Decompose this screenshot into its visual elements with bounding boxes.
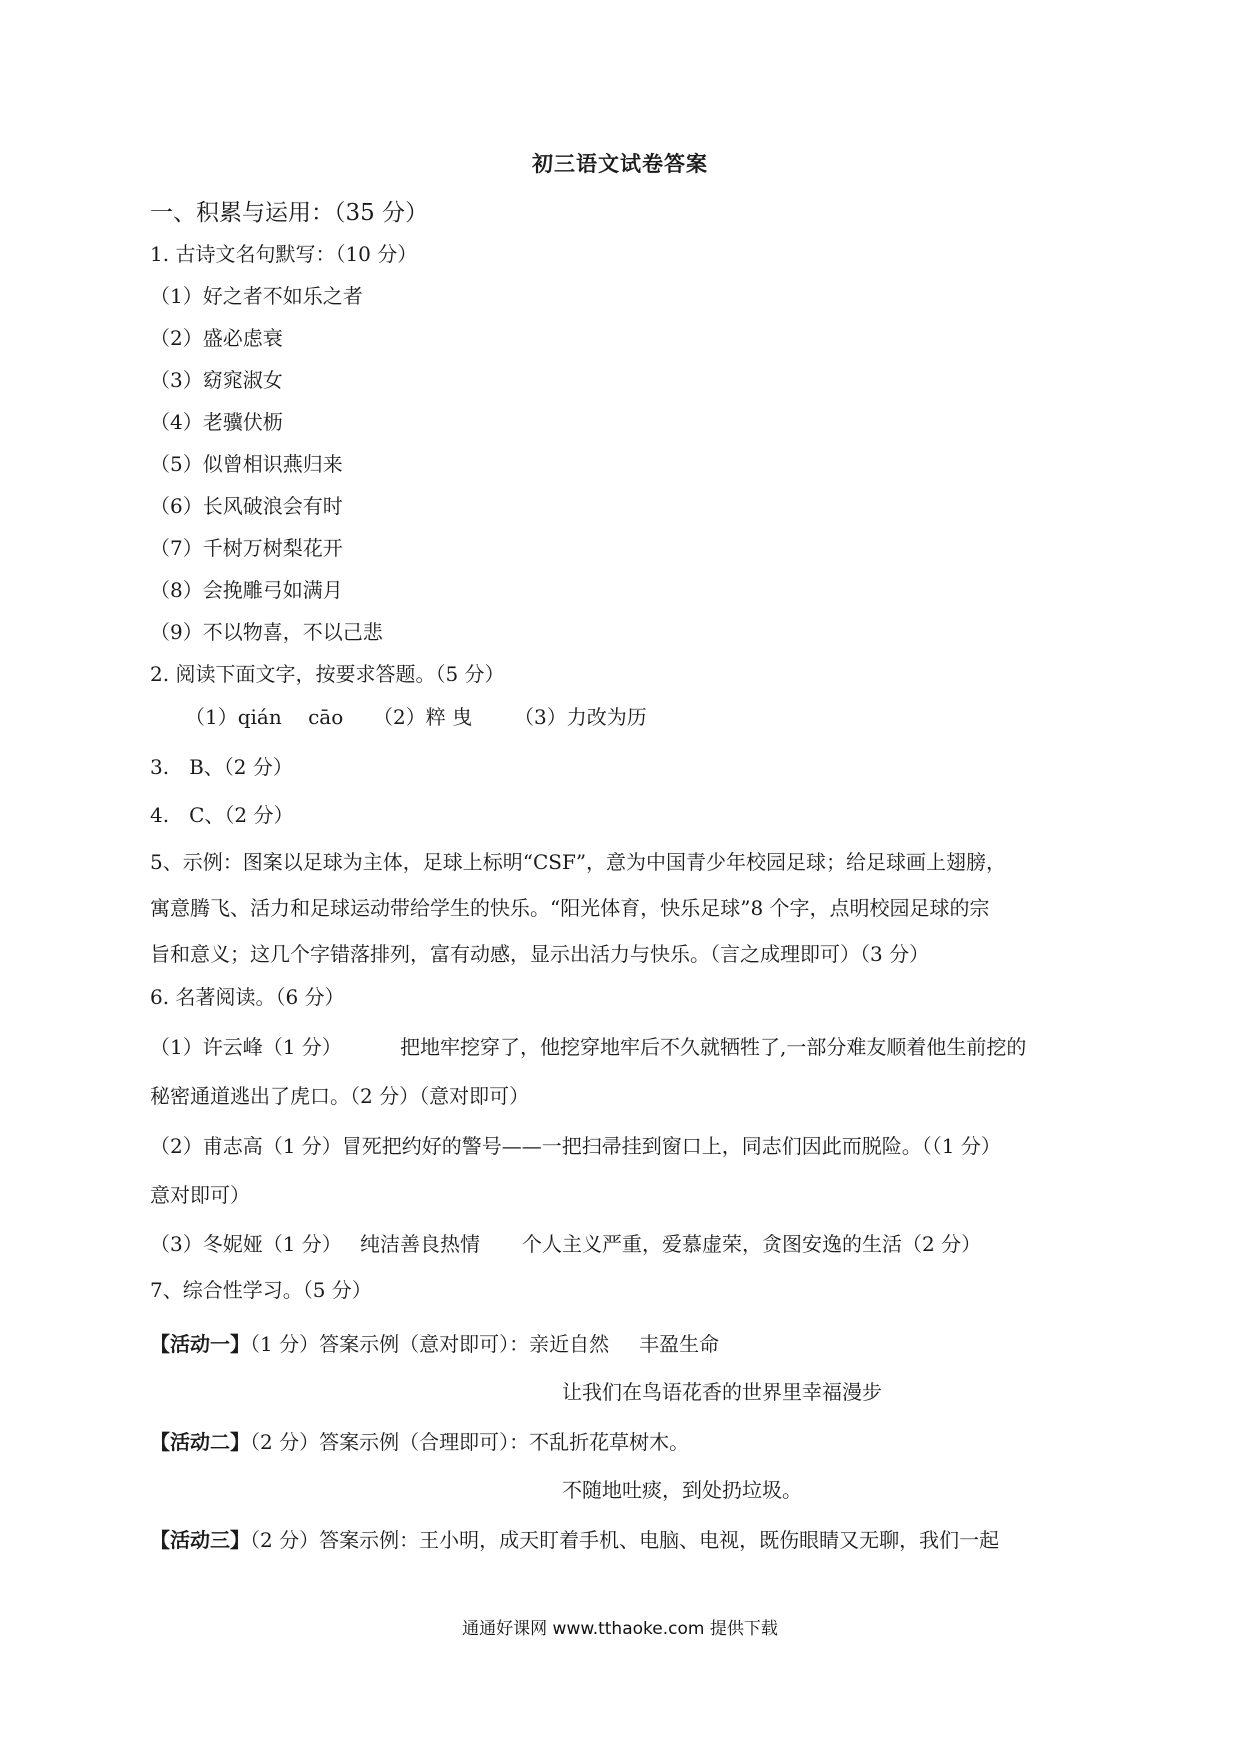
activity-2-tag: 【活动二】 <box>150 1430 250 1454</box>
download-footer: 通通好课网 www.tthaoke.com 提供下载 <box>462 1619 778 1639</box>
question-7-heading: 7、综合性学习。（5 分） <box>150 1278 372 1302</box>
page-title: 初三语文试卷答案 <box>532 151 708 176</box>
activity-1-tag: 【活动一】 <box>150 1332 250 1356</box>
q2-answer-3: （3）力改为历 <box>514 705 647 729</box>
activity-2-text: （2 分）答案示例（合理即可）：不乱折花草树木。 <box>250 1430 690 1454</box>
q1-answer-6: （6）长风破浪会有时 <box>150 494 343 518</box>
activity-1-text: （1 分）答案示例（意对即可）：亲近自然 <box>250 1332 610 1356</box>
q1-answer-5: （5）似曾相识燕归来 <box>150 452 343 476</box>
activity-1-line-2: 让我们在鸟语花香的世界里幸福漫步 <box>562 1380 882 1404</box>
question-6-heading: 6. 名著阅读。（6 分） <box>150 985 345 1009</box>
question-5-line-1: 5、示例：图案以足球为主体，足球上标明“CSF”，意为中国青少年校园足球；给足球画上翅膀， <box>150 850 1007 874</box>
q6-answer-1-cont: 秘密通道逃出了虎口。（2 分）（意对即可） <box>150 1084 530 1108</box>
activity-3-text: （2 分）答案示例：王小明，成天盯着手机、电脑、电视，既伤眼睛又无聊，我们一起 <box>250 1528 1000 1552</box>
question-5-line-3: 旨和意义；这几个字错落排列，富有动感，显示出活力与快乐。（言之成理即可）（3 分） <box>150 942 930 966</box>
q1-answer-4: （4）老骥伏枥 <box>150 410 283 434</box>
q1-answer-1: （1）好之者不如乐之者 <box>150 284 363 308</box>
question-5-line-2: 寓意腾飞、活力和足球运动带给学生的快乐。“阳光体育，快乐足球”8 个字，点明校园足球的宗 <box>150 896 990 920</box>
q6-answer-3-flaw: 个人主义严重，爱慕虚荣，贪图安逸的生活（2 分） <box>522 1232 982 1256</box>
q1-answer-2: （2）盛必虑衰 <box>150 326 283 350</box>
activity-2-line-2: 不随地吐痰，到处扔垃圾。 <box>562 1478 802 1502</box>
q1-answer-3: （3）窈窕淑女 <box>150 368 283 392</box>
question-3-answer: 3. B、（2 分） <box>150 755 293 779</box>
activity-3-answer <box>150 1526 999 1554</box>
question-2-heading: 2. 阅读下面文字，按要求答题。（5 分） <box>150 662 505 686</box>
q1-answer-8: （8）会挽雕弓如满月 <box>150 578 343 602</box>
question-4-answer: 4. C、（2 分） <box>150 803 294 827</box>
q1-answer-7: （7）千树万树梨花开 <box>150 536 343 560</box>
q6-answer-3-name: （3）冬妮娅（1 分） <box>150 1232 342 1256</box>
q2-answer-2: （2）粹 曳 <box>373 705 473 729</box>
q6-answer-2-cont: 意对即可） <box>150 1183 250 1207</box>
q1-answer-9: （9）不以物喜，不以己悲 <box>150 620 383 644</box>
q6-answer-3-trait: 纯洁善良热情 <box>360 1232 480 1256</box>
activity-3-tag: 【活动三】 <box>150 1528 250 1552</box>
question-1-heading: 1. 古诗文名句默写：（10 分） <box>150 242 418 266</box>
q2-answer-1: （1）qián cāo <box>185 705 344 729</box>
activity-1-text-2: 丰盈生命 <box>639 1332 720 1356</box>
q6-answer-1-name: （1）许云峰（1 分） <box>150 1035 342 1059</box>
section-heading: 一、积累与运用：（35 分） <box>150 200 429 226</box>
activity-2-answer <box>150 1428 689 1456</box>
activity-1-answer <box>150 1330 719 1358</box>
q6-answer-2: （2）甫志高（1 分）冒死把约好的警号——一把扫帚挂到窗口上，同志们因此而脱险。（（1 分） <box>150 1134 1001 1158</box>
q6-answer-1-text: 把地牢挖穿了，他挖穿地牢后不久就牺牲了,一部分难友顺着他生前挖的 <box>400 1035 1027 1059</box>
